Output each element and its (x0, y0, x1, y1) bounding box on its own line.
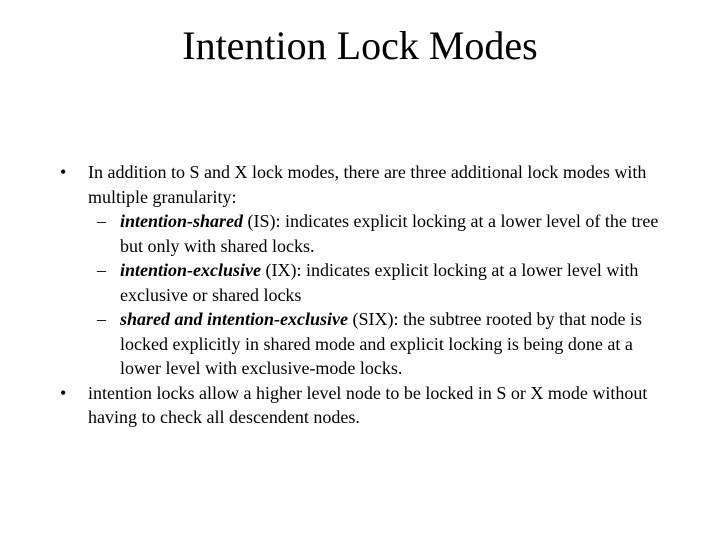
bullet-item-intention-locks (60, 381, 660, 430)
bullet-text: In addition to S and X lock modes, there are three additional lock modes with multiple granularity: (88, 162, 647, 207)
sub-item-intention-shared (60, 209, 660, 258)
bullet-text: intention locks allow a higher level node to be locked in S or X mode without having to check all descendent nodes. (88, 382, 648, 427)
sub-item-text: (IS): indicates explicit locking at a lower level of the tree but only with shared locks. (120, 211, 659, 256)
sub-bullet-marker: – (97, 211, 106, 231)
bullet-marker: • (60, 162, 67, 182)
sub-item-intention-exclusive (60, 258, 660, 307)
term-intention-shared: intention-shared (120, 211, 244, 231)
term-shared-intention-exclusive: shared and intention-exclusive (120, 309, 349, 329)
sub-item-text: (IX): indicates explicit locking at a lower level with exclusive or shared locks (120, 260, 639, 305)
slide-body (60, 160, 660, 430)
sub-bullet-marker: – (97, 309, 106, 329)
slide-title: Intention Lock Modes (182, 23, 538, 68)
term-intention-exclusive: intention-exclusive (120, 260, 261, 280)
bullet-marker: • (60, 382, 67, 403)
sub-item-shared-intention-exclusive (60, 307, 660, 381)
sub-item-text: (SIX): the subtree rooted by that node is locked explicitly in shared mode and explicit locking is being done at a lower level with exclusive-mode locks. (120, 309, 642, 378)
sub-bullet-marker: – (97, 260, 106, 280)
bullet-item-lock-modes (60, 160, 660, 209)
